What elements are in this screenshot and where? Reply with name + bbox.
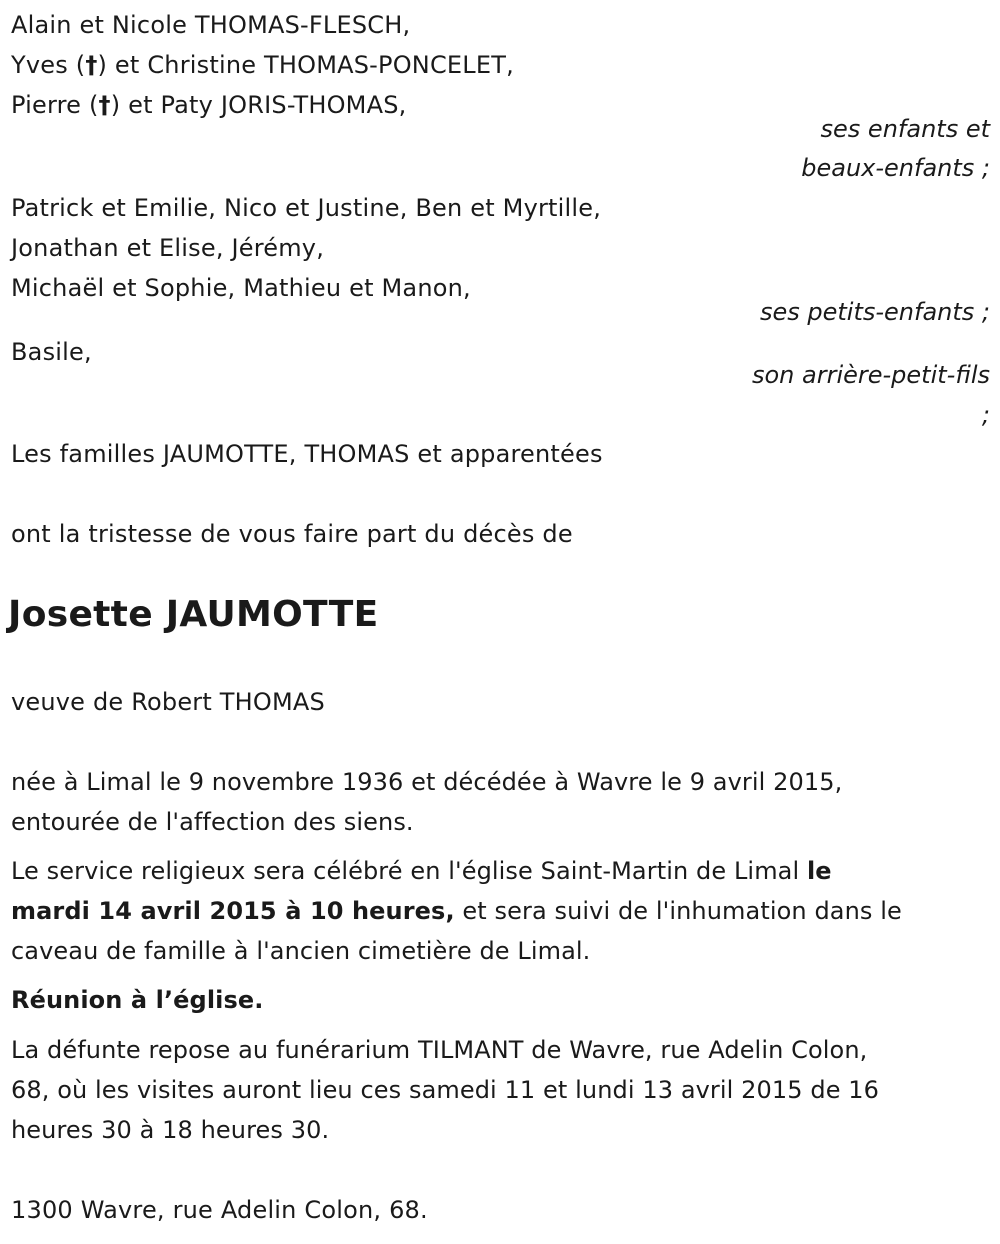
visitation-line-2: 68, où les visites auront lieu ces samedi 11 et lundi 13 avril 2015 de 16 bbox=[11, 1076, 880, 1104]
cross-icon: † bbox=[85, 51, 98, 79]
visitation-line-1: La défunte repose au funérarium TILMANT de Wavre, rue Adelin Colon, bbox=[11, 1036, 868, 1064]
deceased-name: Josette JAUMOTTE bbox=[8, 594, 379, 635]
families-line: Les familles JAUMOTTE, THOMAS et apparentées bbox=[11, 440, 603, 468]
family-line-children-2 bbox=[11, 49, 514, 81]
service-text: Le service religieux sera célébré en l'église Saint-Martin de Limal bbox=[11, 857, 807, 885]
grandchildren-line-1: Patrick et Emilie, Nico et Justine, Ben et Myrtille, bbox=[11, 194, 602, 222]
meeting-line: Réunion à l’église. bbox=[11, 986, 264, 1014]
family-line-children-1 bbox=[11, 9, 410, 41]
service-date-bold: le bbox=[806, 857, 832, 885]
grandchildren-line-3: Michaël et Sophie, Mathieu et Manon, bbox=[11, 274, 471, 302]
birth-death-line-2: entourée de l'affection des siens. bbox=[11, 808, 414, 836]
meeting-paragraph bbox=[11, 980, 971, 1020]
service-text: et sera suivi de l'inhumation dans le bbox=[454, 897, 902, 925]
children-role-line-1: ses enfants et bbox=[820, 115, 990, 143]
birth-death-line-1: née à Limal le 9 novembre 1936 et décédée à Wavre le 9 avril 2015, bbox=[11, 768, 843, 796]
family-line-children-3 bbox=[11, 89, 406, 121]
announcement-line: ont la tristesse de vous faire part du décès de bbox=[11, 520, 573, 548]
service-paragraph bbox=[11, 851, 971, 971]
children-role-line-2: beaux-enfants ; bbox=[801, 154, 990, 182]
family-text: Pierre ( bbox=[11, 91, 99, 119]
great-grandchild-role-line-2: ; bbox=[981, 401, 990, 429]
grandchildren-role: ses petits-enfants ; bbox=[759, 298, 990, 326]
visitation-paragraph bbox=[11, 1030, 971, 1150]
great-grandchild: Basile, bbox=[11, 338, 92, 366]
widow-of-line: veuve de Robert THOMAS bbox=[11, 688, 325, 716]
family-text: ) et Paty JORIS-THOMAS, bbox=[110, 91, 407, 119]
service-line-1 bbox=[11, 851, 971, 891]
cross-icon: † bbox=[98, 91, 111, 119]
service-line-3: caveau de famille à l'ancien cimetière de Limal. bbox=[11, 937, 591, 965]
birth-death-paragraph bbox=[11, 762, 971, 842]
visitation-line-3: heures 30 à 18 heures 30. bbox=[11, 1116, 330, 1144]
address-line: 1300 Wavre, rue Adelin Colon, 68. bbox=[11, 1196, 428, 1224]
great-grandchild-role-line-1: son arrière-petit-fils bbox=[751, 361, 990, 389]
grandchildren-line-2: Jonathan et Elise, Jérémy, bbox=[11, 234, 325, 262]
family-text: Alain et Nicole THOMAS-FLESCH, bbox=[11, 11, 411, 39]
family-text: ) et Christine THOMAS-PONCELET, bbox=[97, 51, 514, 79]
family-text: Yves ( bbox=[11, 51, 86, 79]
service-line-2 bbox=[11, 891, 971, 931]
service-date-bold: mardi 14 avril 2015 à 10 heures, bbox=[11, 897, 455, 925]
